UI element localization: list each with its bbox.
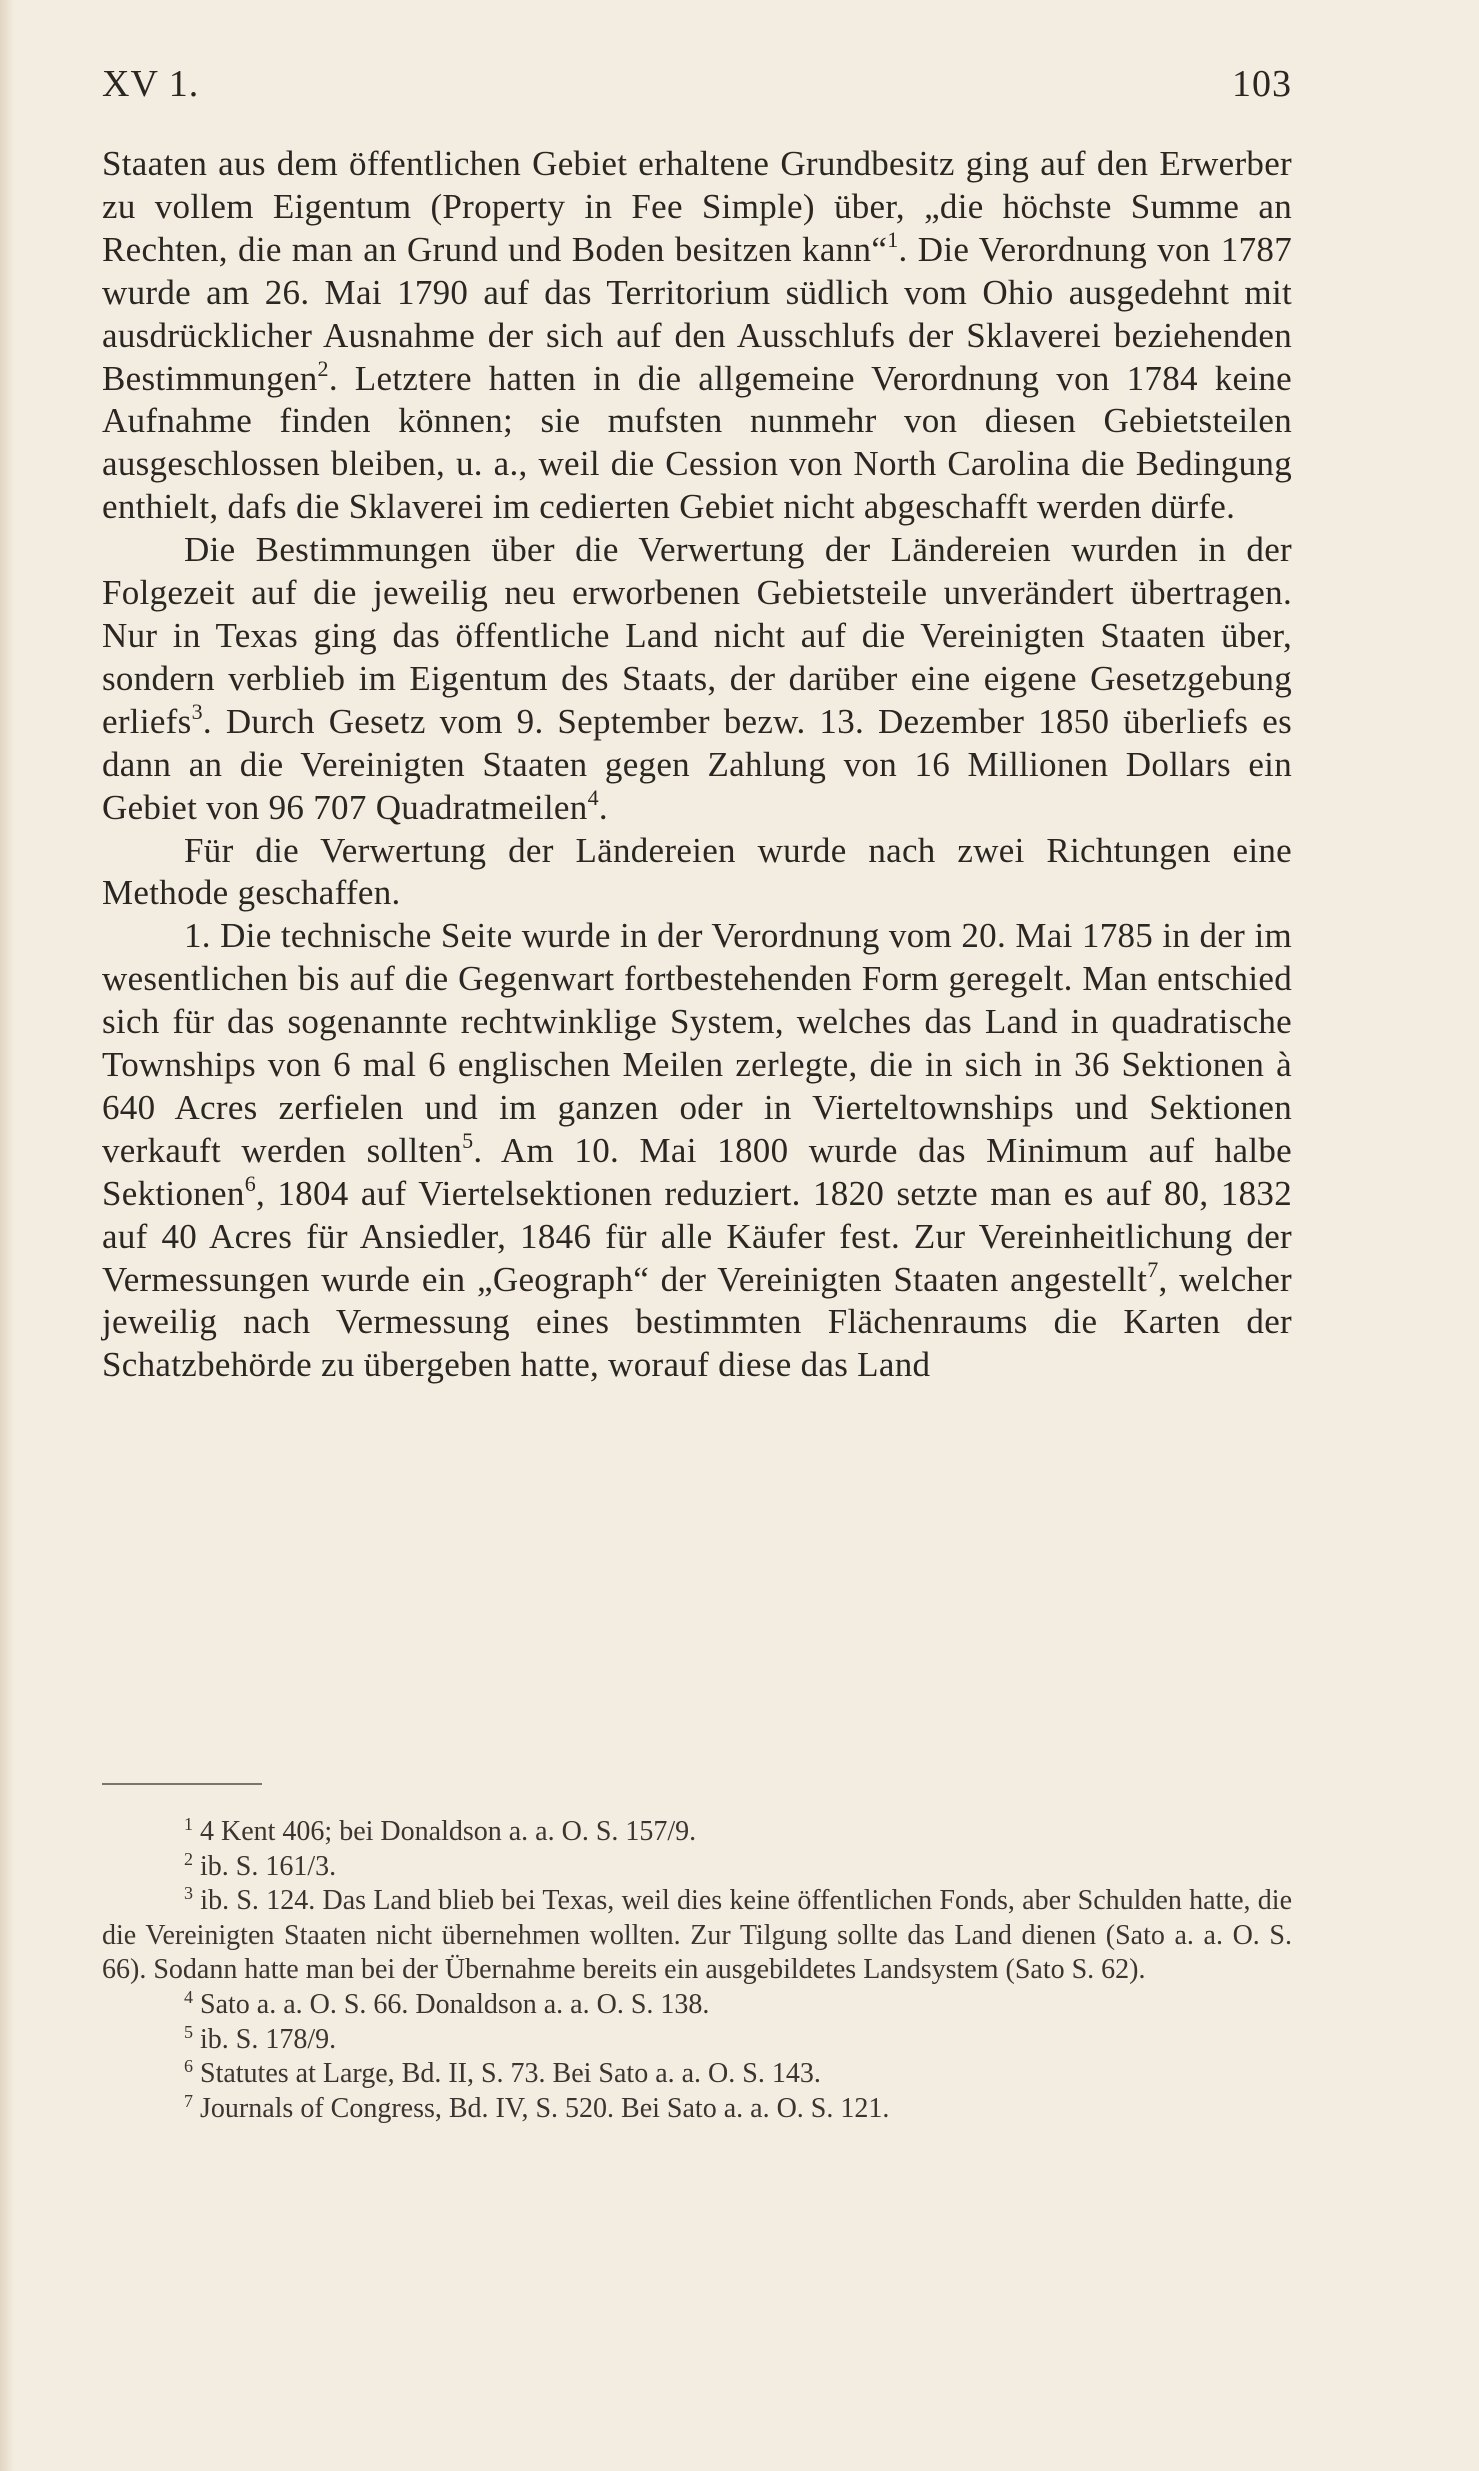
footnote-ref: 3 xyxy=(191,698,203,724)
footnote-ref: 4 xyxy=(587,784,599,810)
footnote-divider xyxy=(102,1783,262,1785)
footnote-number: 7 xyxy=(184,2090,193,2111)
paragraph-text: . Die Verordnung von 1787 wurde am 26. Mai 1790 auf das Territorium südlich vom Ohio ausgedehnt mit ausdrücklicher Ausnahme der sich auf den Ausschlufs der Sklaverei beziehenden Bestimmungen xyxy=(102,229,1292,398)
page-gutter-shade xyxy=(0,0,14,2471)
paragraph-text: Die Bestimmungen über die Verwertung der Ländereien wurden in der Folgezeit auf die jeweilig neu erworbenen Gebietsteile unverändert übertragen. Nur in Texas ging das öffentliche Land nicht auf die Vereinigten Staaten über, sondern verblieb im Eigentum des Staats, der darüber eine eigene Gesetzgebung erliefs xyxy=(102,530,1292,741)
paragraph-text: . xyxy=(598,787,608,827)
footnote-text: ib. S. 161/3. xyxy=(200,1850,337,1882)
footnote xyxy=(102,1850,1292,1885)
footnote-number: 4 xyxy=(184,1986,193,2007)
paragraph xyxy=(102,143,1292,529)
paragraph-text: Staaten aus dem öffentlichen Gebiet erhaltene Grundbesitz ging auf den Erwerber zu vollem Eigentum (Property in Fee Simple) über, „die höchste Summe an Rechten, die man an Grund und Boden besitzen kann“ xyxy=(102,144,1292,269)
footnote-number: 5 xyxy=(184,2021,193,2042)
running-header xyxy=(102,62,1292,112)
footnote-ref: 5 xyxy=(462,1127,474,1153)
paragraph-text: 1. Die technische Seite wurde in der Verordnung vom 20. Mai 1785 in der im wesentlichen bis auf die Gegenwart fortbestehenden Form geregelt. Man entschied sich für das sogenannte rechtwinklige System, welches das Land in quadratische Townships von 6 mal 6 englischen Meilen zerlegte, die in sich in 36 Sektionen à 640 Acres zerfielen und im ganzen oder in Vierteltownships und Sektionen verkauft werden sollten xyxy=(102,916,1292,1170)
paragraph-text: . Letztere hatten in die allgemeine Verordnung von 1784 keine Aufnahme finden können; sie mufsten nunmehr von diesen Gebietsteilen ausgeschlossen bleiben, u. a., weil die Cession von North Carolina die Bedingung enthielt, dafs die Sklaverei im cedierten Gebiet nicht abgeschafft werden dürfe. xyxy=(102,358,1292,527)
footnote xyxy=(102,2023,1292,2058)
footnote xyxy=(102,2057,1292,2092)
chapter-marker: XV 1. xyxy=(102,63,200,105)
footnote-number: 3 xyxy=(184,1883,193,1904)
footnote-text: Journals of Congress, Bd. IV, S. 520. Bei Sato a. a. O. S. 121. xyxy=(200,2092,890,2124)
footnote-text: ib. S. 124. Das Land blieb bei Texas, weil dies keine öffentlichen Fonds, aber Schulden hatte, die die Vereinigten Staaten nicht übernehmen wollten. Zur Tilgung sollte das Land dienen (Sato a. a. O. S. 66). Sodann hatte man bei der Übernahme bereits ein ausgebildetes Landsystem (Sato S. 62). xyxy=(102,1885,1293,1986)
footnote-text: ib. S. 178/9. xyxy=(200,2023,337,2055)
paragraph xyxy=(102,830,1292,916)
footnote-number: 1 xyxy=(184,1814,193,1834)
footnote xyxy=(102,1884,1292,1988)
paragraph-text: . Durch Gesetz vom 9. September bezw. 13. Dezember 1850 überliefs es dann an die Vereinigten Staaten gegen Zahlung von 16 Millionen Dollars ein Gebiet von 96 707 Quadratmeilen xyxy=(102,701,1292,827)
footnote xyxy=(102,1815,1292,1850)
footnote-text: Statutes at Large, Bd. II, S. 73. Bei Sato a. a. O. S. 143. xyxy=(200,2058,821,2090)
footnote-number: 6 xyxy=(184,2056,193,2077)
footnote xyxy=(102,1988,1292,2023)
footnote-text: Sato a. a. O. S. 66. Donaldson a. a. O. S. 138. xyxy=(200,1988,710,2020)
footnotes xyxy=(102,1815,1292,2126)
paragraph-text: , 1804 auf Viertelsektionen reduziert. 1820 setzte man es auf 80, 1832 auf 40 Acres für Ansiedler, 1846 für alle Käufer fest. Zur Vereinheitlichung der Vermessungen wurde ein „Geograph“ der Vereinigten Staaten angestellt xyxy=(102,1173,1292,1299)
paragraph-text: , welcher jeweilig nach Vermessung eines bestimmten Flächenraums die Karten der Schatzbehörde zu übergeben hatte, worauf diese das Land xyxy=(102,1259,1292,1385)
paragraph xyxy=(102,529,1292,829)
paragraph xyxy=(102,915,1292,1387)
paragraph-text: . Am 10. Mai 1800 wurde das Minimum auf halbe Sektionen xyxy=(102,1130,1292,1213)
paragraph-text: Für die Verwertung der Ländereien wurde nach zwei Richtungen eine Methode geschaffen. xyxy=(102,830,1292,913)
body-text xyxy=(102,143,1292,1387)
page-number: 103 xyxy=(1232,63,1292,105)
footnote-ref: 6 xyxy=(244,1170,256,1196)
footnote-ref: 7 xyxy=(1147,1256,1159,1282)
footnote xyxy=(102,2092,1292,2127)
footnote-ref: 2 xyxy=(317,355,329,381)
footnote-ref: 1 xyxy=(887,226,899,252)
footnote-text: 4 Kent 406; bei Donaldson a. a. O. S. 157/9. xyxy=(200,1816,697,1847)
footnote-number: 2 xyxy=(184,1848,193,1869)
